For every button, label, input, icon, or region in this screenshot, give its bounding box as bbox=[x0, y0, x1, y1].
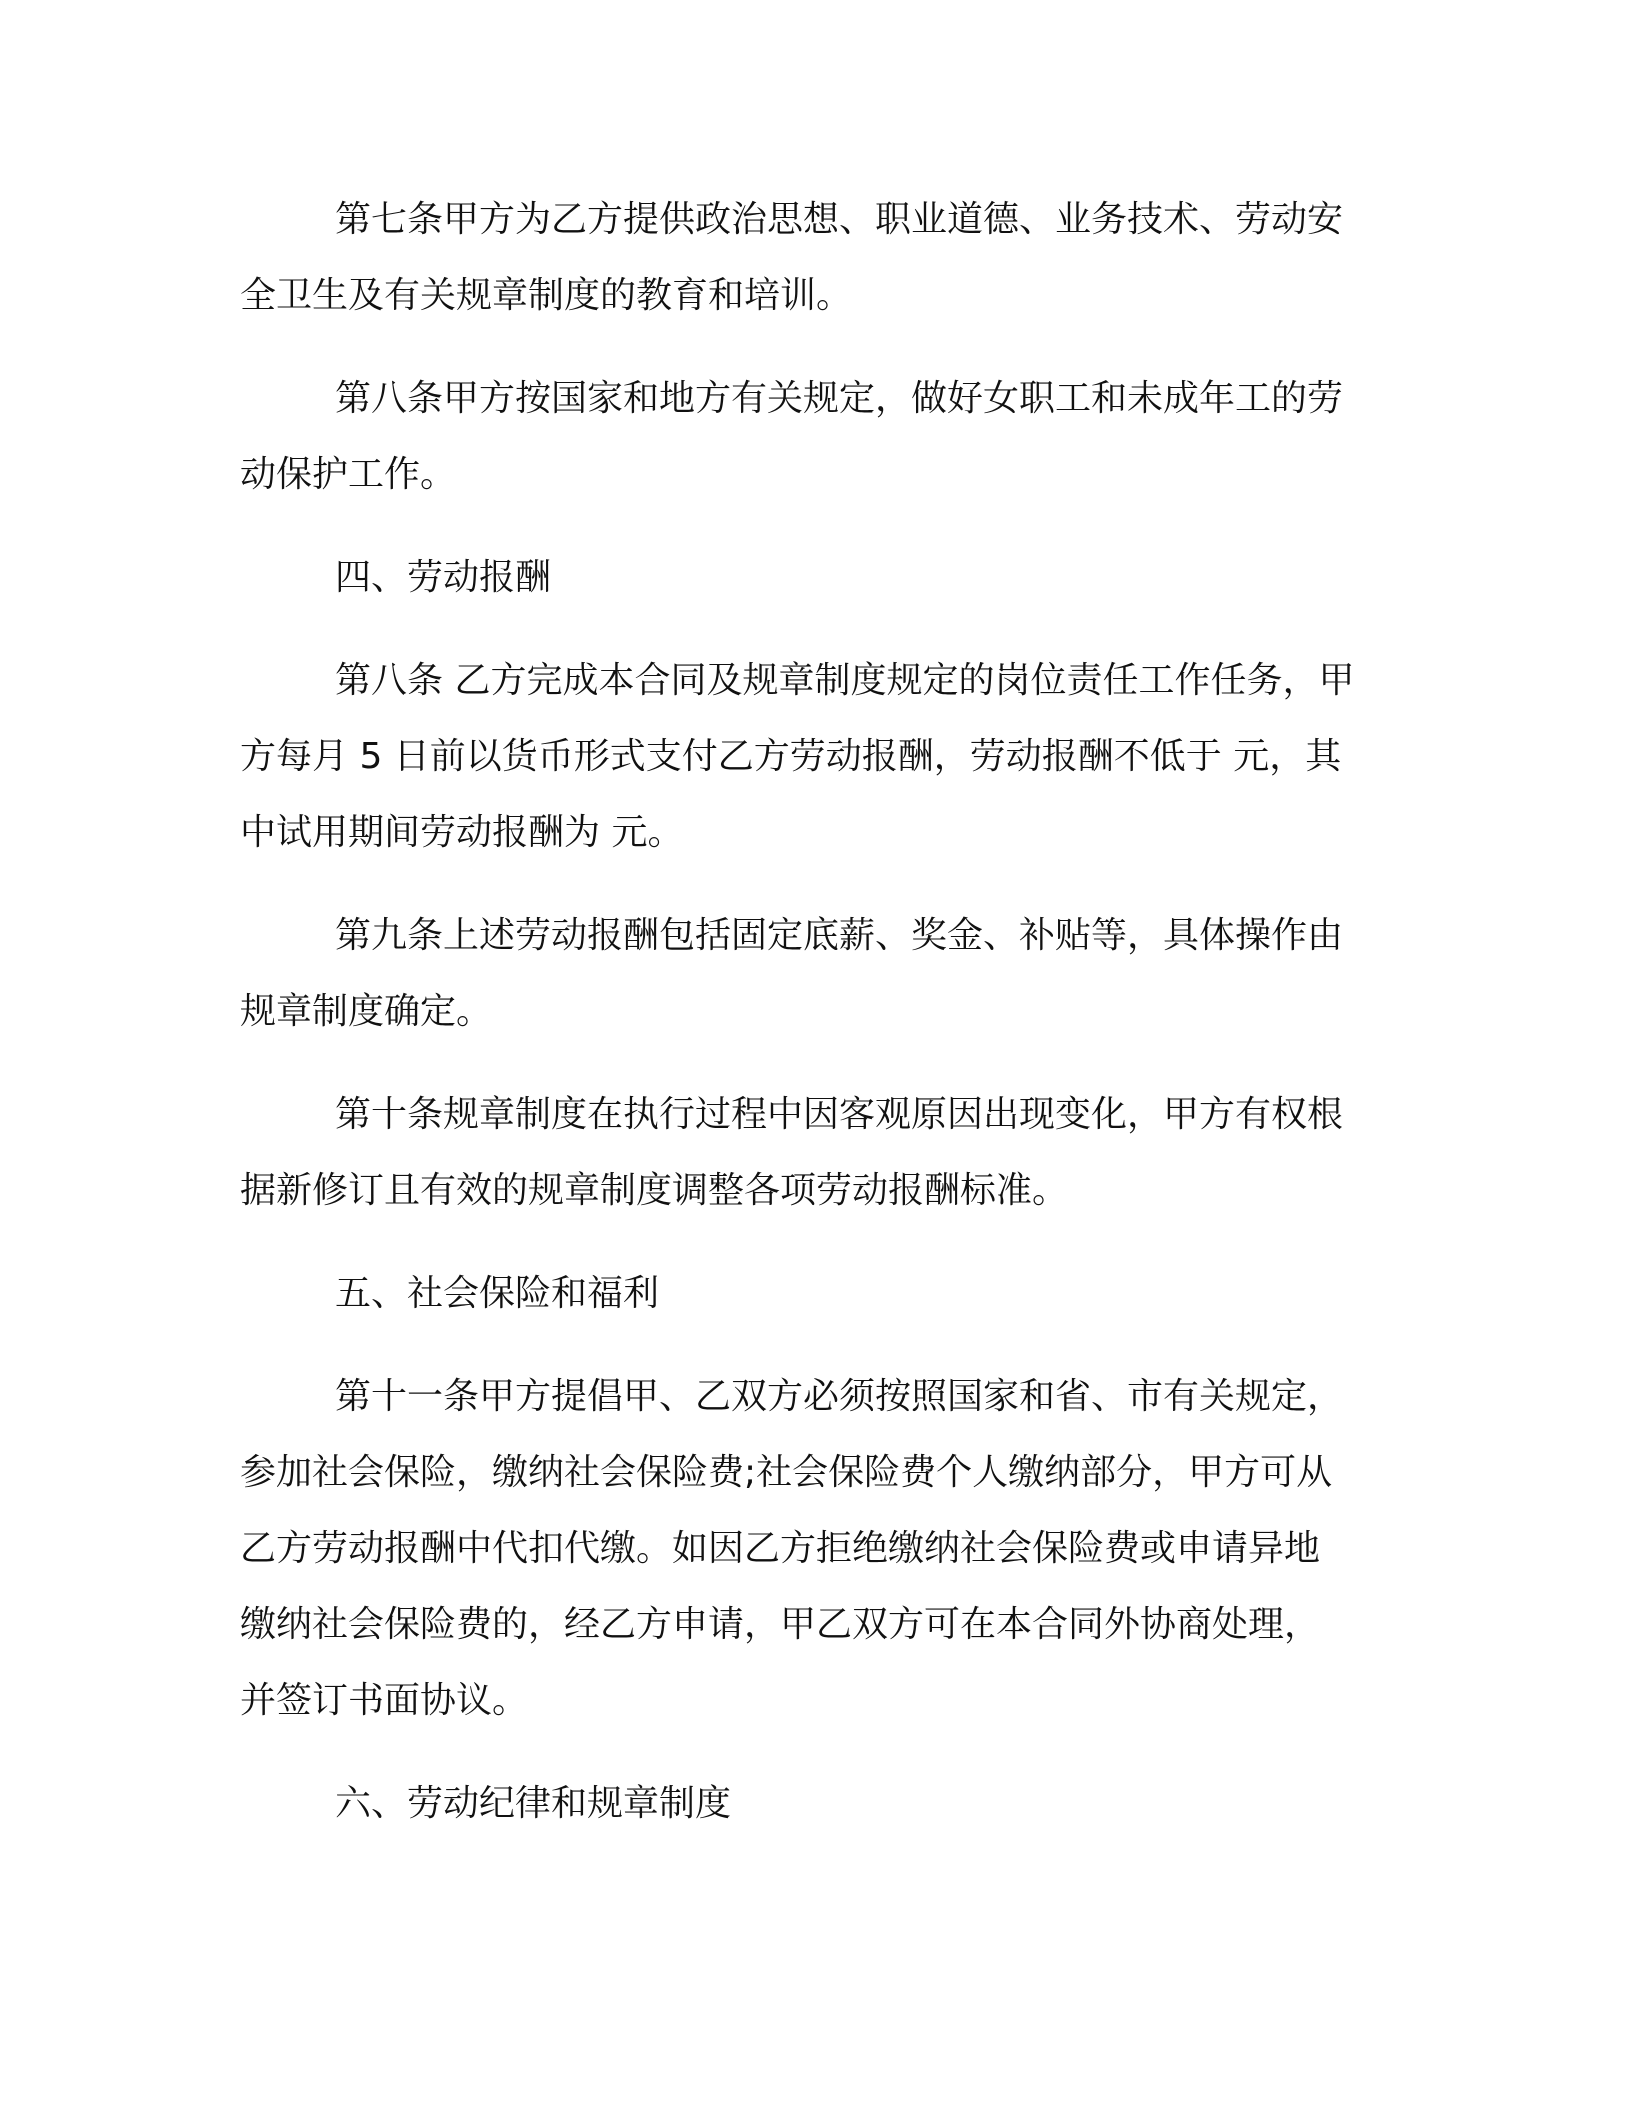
article-8b-line-2: 方每月 5 日前以货币形式支付乙方劳动报酬，劳动报酬不低于 元，其 bbox=[240, 736, 1342, 777]
article-7-line-2: 全卫生及有关规章制度的教育和培训。 bbox=[240, 275, 853, 316]
section-4-heading: 四、劳动报酬 bbox=[335, 557, 552, 598]
article-9-line-1: 第九条上述劳动报酬包括固定底薪、奖金、补贴等，具体操作由 bbox=[335, 915, 1344, 956]
article-8a-line-1: 第八条甲方按国家和地方有关规定，做好女职工和未成年工的劳 bbox=[335, 378, 1344, 419]
article-8b-line-1: 第八条 乙方完成本合同及规章制度规定的岗位责任工作任务，甲 bbox=[335, 660, 1355, 701]
article-11-line-4: 缴纳社会保险费的，经乙方申请，甲乙双方可在本合同外协商处理， bbox=[240, 1604, 1321, 1645]
article-11-line-3: 乙方劳动报酬中代扣代缴。如因乙方拒绝缴纳社会保险费或申请异地 bbox=[240, 1528, 1321, 1569]
article-7-line-1: 第七条甲方为乙方提供政治思想、职业道德、业务技术、劳动安 bbox=[335, 199, 1344, 240]
article-11-line-1: 第十一条甲方提倡甲、乙双方必须按照国家和省、市有关规定， bbox=[335, 1376, 1344, 1417]
article-11-line-2: 参加社会保险，缴纳社会保险费;社会保险费个人缴纳部分，甲方可从 bbox=[240, 1452, 1333, 1493]
article-10-line-1: 第十条规章制度在执行过程中因客观原因出现变化，甲方有权根 bbox=[335, 1094, 1344, 1135]
article-11-line-5: 并签订书面协议。 bbox=[240, 1680, 529, 1721]
section-6-heading: 六、劳动纪律和规章制度 bbox=[335, 1783, 732, 1824]
article-10-line-2: 据新修订且有效的规章制度调整各项劳动报酬标准。 bbox=[240, 1170, 1069, 1211]
section-5-heading: 五、社会保险和福利 bbox=[335, 1273, 660, 1314]
article-9-line-2: 规章制度确定。 bbox=[240, 991, 493, 1032]
article-8b-line-3: 中试用期间劳动报酬为 元。 bbox=[240, 812, 684, 853]
article-8a-line-2: 动保护工作。 bbox=[240, 454, 457, 495]
